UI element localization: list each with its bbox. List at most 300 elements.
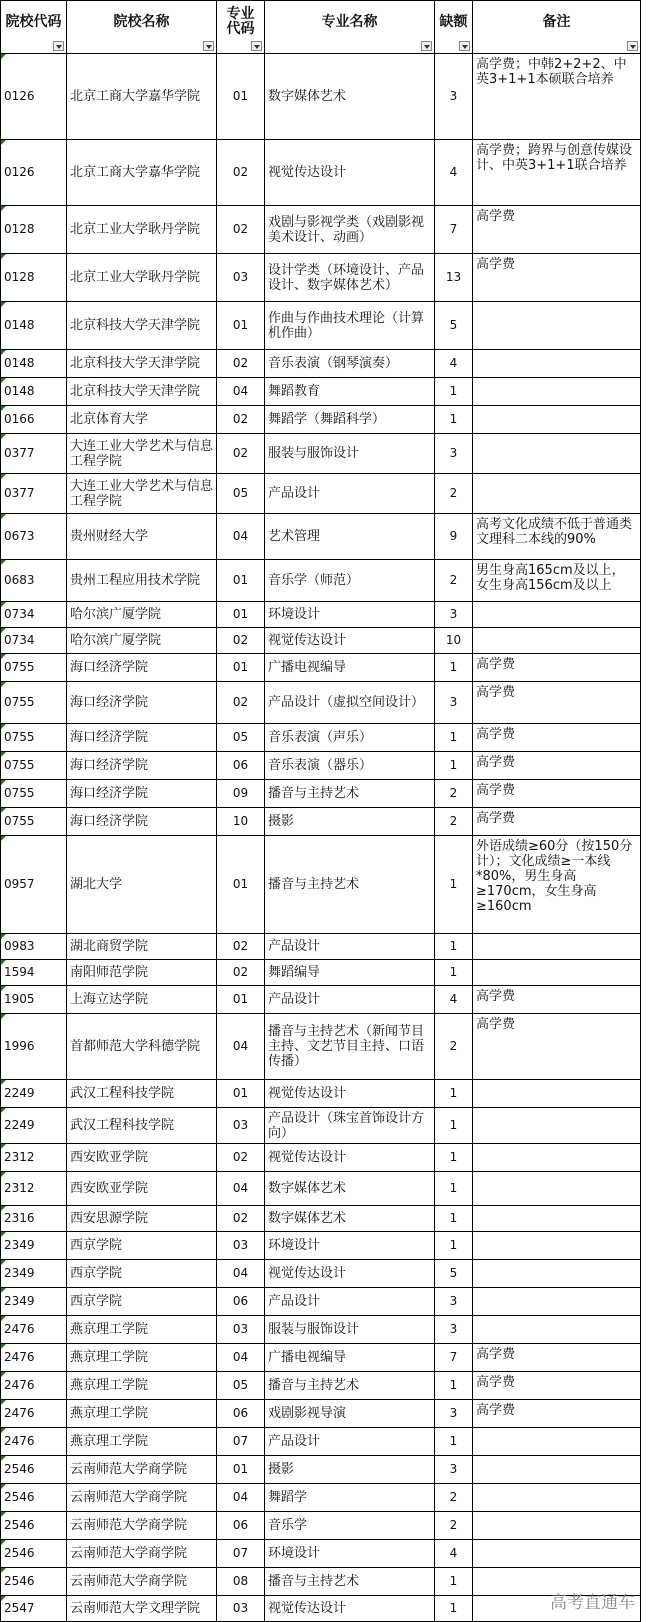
major-name-cell[interactable]: 视觉传达设计: [265, 1080, 435, 1108]
vacancy-cell[interactable]: 1: [435, 934, 473, 960]
vacancy-cell[interactable]: 13: [435, 254, 473, 302]
major-name-cell[interactable]: 播音与主持艺术: [265, 836, 435, 934]
table-row[interactable]: [1, 1232, 641, 1260]
vacancy-cell[interactable]: 5: [435, 1260, 473, 1288]
school-name-cell[interactable]: 北京工商大学嘉华学院: [67, 140, 217, 206]
vacancy-cell[interactable]: 1: [435, 1108, 473, 1144]
vacancy-cell[interactable]: 9: [435, 514, 473, 560]
remarks-cell[interactable]: [473, 1260, 641, 1288]
vacancy-cell[interactable]: 2: [435, 1512, 473, 1540]
remarks-cell[interactable]: 高学费: [473, 1014, 641, 1080]
major-code-cell[interactable]: 03: [217, 1596, 265, 1622]
major-code-cell[interactable]: 02: [217, 350, 265, 378]
school-name-cell[interactable]: 北京工业大学耿丹学院: [67, 206, 217, 254]
major-name-cell[interactable]: 产品设计: [265, 1288, 435, 1316]
school-code-cell[interactable]: 0673: [1, 514, 67, 560]
table-row[interactable]: [1, 628, 641, 654]
school-name-cell[interactable]: 云南师范大学文理学院: [67, 1596, 217, 1622]
school-name-cell[interactable]: 西京学院: [67, 1288, 217, 1316]
major-code-cell[interactable]: 04: [217, 1172, 265, 1206]
school-code-cell[interactable]: 2546: [1, 1512, 67, 1540]
school-name-cell[interactable]: 海口经济学院: [67, 682, 217, 724]
major-code-cell[interactable]: 03: [217, 1316, 265, 1344]
remarks-cell[interactable]: 高学费: [473, 682, 641, 724]
school-code-cell[interactable]: 2349: [1, 1232, 67, 1260]
major-code-cell[interactable]: 02: [217, 140, 265, 206]
remarks-cell[interactable]: [473, 1080, 641, 1108]
vacancy-cell[interactable]: 3: [435, 1456, 473, 1484]
school-name-cell[interactable]: 湖北大学: [67, 836, 217, 934]
school-name-cell[interactable]: 湖北商贸学院: [67, 934, 217, 960]
school-name-cell[interactable]: 北京体育大学: [67, 406, 217, 434]
table-row[interactable]: [1, 1260, 641, 1288]
remarks-cell[interactable]: 男生身高165cm及以上，女生身高156cm及以上: [473, 560, 641, 602]
major-name-cell[interactable]: 音乐学（师范）: [265, 560, 435, 602]
school-code-cell[interactable]: 0755: [1, 724, 67, 752]
table-row[interactable]: [1, 724, 641, 752]
school-name-cell[interactable]: 云南师范大学商学院: [67, 1568, 217, 1596]
table-row[interactable]: [1, 654, 641, 682]
vacancy-cell[interactable]: 10: [435, 628, 473, 654]
major-name-cell[interactable]: 舞蹈学（舞蹈科学）: [265, 406, 435, 434]
table-row[interactable]: [1, 474, 641, 514]
vacancy-cell[interactable]: 1: [435, 378, 473, 406]
major-code-cell[interactable]: 04: [217, 378, 265, 406]
major-name-cell[interactable]: 产品设计: [265, 1428, 435, 1456]
vacancy-cell[interactable]: 2: [435, 474, 473, 514]
remarks-cell[interactable]: [473, 1456, 641, 1484]
school-name-cell[interactable]: 北京科技大学天津学院: [67, 378, 217, 406]
table-row[interactable]: [1, 1456, 641, 1484]
major-code-cell[interactable]: 04: [217, 1014, 265, 1080]
table-row[interactable]: [1, 1344, 641, 1372]
table-row[interactable]: [1, 836, 641, 934]
remarks-cell[interactable]: 高学费；中韩2+2+2、中英3+1+1本硕联合培养: [473, 54, 641, 140]
major-code-cell[interactable]: 04: [217, 1260, 265, 1288]
major-name-cell[interactable]: 音乐表演（器乐）: [265, 752, 435, 780]
vacancy-cell[interactable]: 3: [435, 1288, 473, 1316]
school-code-cell[interactable]: 0128: [1, 254, 67, 302]
school-name-cell[interactable]: 西安欧亚学院: [67, 1144, 217, 1172]
header-major-name[interactable]: [265, 1, 435, 54]
major-name-cell[interactable]: 环境设计: [265, 1540, 435, 1568]
school-code-cell[interactable]: 2546: [1, 1456, 67, 1484]
school-name-cell[interactable]: 西安思源学院: [67, 1206, 217, 1232]
school-name-cell[interactable]: 大连工业大学艺术与信息工程学院: [67, 434, 217, 474]
school-name-cell[interactable]: 哈尔滨广厦学院: [67, 602, 217, 628]
table-row[interactable]: [1, 1568, 641, 1596]
remarks-cell[interactable]: [473, 378, 641, 406]
filter-dropdown-icon[interactable]: [627, 41, 638, 51]
vacancy-cell[interactable]: 3: [435, 1400, 473, 1428]
vacancy-cell[interactable]: 1: [435, 654, 473, 682]
school-code-cell[interactable]: 0983: [1, 934, 67, 960]
school-code-cell[interactable]: 2546: [1, 1540, 67, 1568]
major-code-cell[interactable]: 01: [217, 602, 265, 628]
school-name-cell[interactable]: 燕京理工学院: [67, 1372, 217, 1400]
vacancy-cell[interactable]: 3: [435, 54, 473, 140]
remarks-cell[interactable]: 高考文化成绩不低于普通类文理科二本线的90%: [473, 514, 641, 560]
table-row[interactable]: [1, 752, 641, 780]
school-code-cell[interactable]: 0148: [1, 378, 67, 406]
remarks-cell[interactable]: 高学费: [473, 752, 641, 780]
school-code-cell[interactable]: 2476: [1, 1316, 67, 1344]
major-code-cell[interactable]: 02: [217, 206, 265, 254]
remarks-cell[interactable]: 高学费: [473, 206, 641, 254]
school-name-cell[interactable]: 北京工业大学耿丹学院: [67, 254, 217, 302]
major-name-cell[interactable]: 视觉传达设计: [265, 1144, 435, 1172]
major-name-cell[interactable]: 数字媒体艺术: [265, 54, 435, 140]
major-code-cell[interactable]: 02: [217, 406, 265, 434]
major-code-cell[interactable]: 01: [217, 302, 265, 350]
major-name-cell[interactable]: 音乐表演（声乐）: [265, 724, 435, 752]
vacancy-cell[interactable]: 1: [435, 960, 473, 986]
major-code-cell[interactable]: 09: [217, 780, 265, 808]
school-name-cell[interactable]: 燕京理工学院: [67, 1316, 217, 1344]
major-code-cell[interactable]: 04: [217, 514, 265, 560]
remarks-cell[interactable]: [473, 934, 641, 960]
school-code-cell[interactable]: 2476: [1, 1428, 67, 1456]
school-name-cell[interactable]: 云南师范大学商学院: [67, 1540, 217, 1568]
vacancy-cell[interactable]: 5: [435, 302, 473, 350]
remarks-cell[interactable]: [473, 1316, 641, 1344]
major-name-cell[interactable]: 视觉传达设计: [265, 1260, 435, 1288]
major-code-cell[interactable]: 02: [217, 682, 265, 724]
remarks-cell[interactable]: 高学费: [473, 808, 641, 836]
school-name-cell[interactable]: 燕京理工学院: [67, 1428, 217, 1456]
remarks-cell[interactable]: 高学费: [473, 1400, 641, 1428]
remarks-cell[interactable]: [473, 1206, 641, 1232]
major-name-cell[interactable]: 视觉传达设计: [265, 628, 435, 654]
school-code-cell[interactable]: 0377: [1, 474, 67, 514]
school-name-cell[interactable]: 云南师范大学商学院: [67, 1512, 217, 1540]
major-name-cell[interactable]: 摄影: [265, 1456, 435, 1484]
remarks-cell[interactable]: [473, 1144, 641, 1172]
vacancy-cell[interactable]: 1: [435, 1372, 473, 1400]
vacancy-cell[interactable]: 4: [435, 986, 473, 1014]
major-name-cell[interactable]: 摄影: [265, 808, 435, 836]
major-name-cell[interactable]: 舞蹈学: [265, 1484, 435, 1512]
remarks-cell[interactable]: [473, 1540, 641, 1568]
header-remarks[interactable]: [473, 1, 641, 54]
school-name-cell[interactable]: 海口经济学院: [67, 752, 217, 780]
school-code-cell[interactable]: 0683: [1, 560, 67, 602]
major-name-cell[interactable]: 服装与服饰设计: [265, 1316, 435, 1344]
major-name-cell[interactable]: 播音与主持艺术: [265, 780, 435, 808]
remarks-cell[interactable]: [473, 1512, 641, 1540]
school-code-cell[interactable]: 0755: [1, 752, 67, 780]
school-name-cell[interactable]: 大连工业大学艺术与信息工程学院: [67, 474, 217, 514]
school-code-cell[interactable]: 0734: [1, 628, 67, 654]
major-name-cell[interactable]: 舞蹈教育: [265, 378, 435, 406]
major-code-cell[interactable]: 05: [217, 724, 265, 752]
school-code-cell[interactable]: 2546: [1, 1568, 67, 1596]
table-row[interactable]: [1, 434, 641, 474]
major-code-cell[interactable]: 07: [217, 1540, 265, 1568]
vacancy-cell[interactable]: 7: [435, 206, 473, 254]
vacancy-cell[interactable]: 2: [435, 808, 473, 836]
school-code-cell[interactable]: 2249: [1, 1080, 67, 1108]
remarks-cell[interactable]: [473, 350, 641, 378]
major-code-cell[interactable]: 02: [217, 1206, 265, 1232]
vacancy-cell[interactable]: 3: [435, 1316, 473, 1344]
table-row[interactable]: [1, 1400, 641, 1428]
school-code-cell[interactable]: 1905: [1, 986, 67, 1014]
vacancy-cell[interactable]: 1: [435, 1206, 473, 1232]
major-code-cell[interactable]: 05: [217, 474, 265, 514]
vacancy-cell[interactable]: 7: [435, 1344, 473, 1372]
remarks-cell[interactable]: 高学费；跨界与创意传媒设计、中英3+1+1联合培养: [473, 140, 641, 206]
major-code-cell[interactable]: 02: [217, 1144, 265, 1172]
remarks-cell[interactable]: [473, 1428, 641, 1456]
vacancy-cell[interactable]: 1: [435, 1568, 473, 1596]
school-code-cell[interactable]: 0957: [1, 836, 67, 934]
remarks-cell[interactable]: [473, 474, 641, 514]
school-code-cell[interactable]: 0126: [1, 140, 67, 206]
major-code-cell[interactable]: 06: [217, 1288, 265, 1316]
school-name-cell[interactable]: 海口经济学院: [67, 808, 217, 836]
major-code-cell[interactable]: 01: [217, 836, 265, 934]
school-name-cell[interactable]: 北京科技大学天津学院: [67, 350, 217, 378]
school-name-cell[interactable]: 北京科技大学天津学院: [67, 302, 217, 350]
school-code-cell[interactable]: 1996: [1, 1014, 67, 1080]
vacancy-cell[interactable]: 3: [435, 682, 473, 724]
school-name-cell[interactable]: 燕京理工学院: [67, 1400, 217, 1428]
school-code-cell[interactable]: 2316: [1, 1206, 67, 1232]
major-code-cell[interactable]: 03: [217, 1232, 265, 1260]
filter-dropdown-icon[interactable]: [53, 41, 64, 51]
vacancy-cell[interactable]: 1: [435, 836, 473, 934]
header-school-name[interactable]: [67, 1, 217, 54]
school-code-cell[interactable]: 0126: [1, 54, 67, 140]
major-name-cell[interactable]: 戏剧影视导演: [265, 1400, 435, 1428]
table-row[interactable]: [1, 1428, 641, 1456]
table-row[interactable]: [1, 1596, 641, 1622]
remarks-cell[interactable]: [473, 960, 641, 986]
school-name-cell[interactable]: 海口经济学院: [67, 724, 217, 752]
table-row[interactable]: [1, 1014, 641, 1080]
remarks-cell[interactable]: [473, 434, 641, 474]
major-name-cell[interactable]: 数字媒体艺术: [265, 1172, 435, 1206]
vacancy-cell[interactable]: 2: [435, 780, 473, 808]
vacancy-cell[interactable]: 1: [435, 1172, 473, 1206]
remarks-cell[interactable]: [473, 1484, 641, 1512]
remarks-cell[interactable]: 高学费: [473, 724, 641, 752]
major-name-cell[interactable]: 数字媒体艺术: [265, 1206, 435, 1232]
table-row[interactable]: [1, 1080, 641, 1108]
filter-dropdown-icon[interactable]: [251, 41, 262, 51]
remarks-cell[interactable]: [473, 302, 641, 350]
major-code-cell[interactable]: 01: [217, 986, 265, 1014]
school-name-cell[interactable]: 上海立达学院: [67, 986, 217, 1014]
table-row[interactable]: [1, 378, 641, 406]
filter-dropdown-icon[interactable]: [421, 41, 432, 51]
vacancy-cell[interactable]: 3: [435, 434, 473, 474]
vacancy-cell[interactable]: 4: [435, 1540, 473, 1568]
school-code-cell[interactable]: 0755: [1, 780, 67, 808]
table-row[interactable]: [1, 406, 641, 434]
remarks-cell[interactable]: 高学费: [473, 1344, 641, 1372]
school-code-cell[interactable]: 2249: [1, 1108, 67, 1144]
major-code-cell[interactable]: 01: [217, 1456, 265, 1484]
school-name-cell[interactable]: 云南师范大学商学院: [67, 1456, 217, 1484]
vacancy-cell[interactable]: 4: [435, 140, 473, 206]
vacancy-cell[interactable]: 4: [435, 350, 473, 378]
major-name-cell[interactable]: 设计学类（环境设计、产品设计、数字媒体艺术）: [265, 254, 435, 302]
school-code-cell[interactable]: 2349: [1, 1260, 67, 1288]
major-code-cell[interactable]: 01: [217, 560, 265, 602]
table-row[interactable]: [1, 934, 641, 960]
table-row[interactable]: [1, 1540, 641, 1568]
major-name-cell[interactable]: 播音与主持艺术（新闻节目主持、文艺节目主持、口语传播）: [265, 1014, 435, 1080]
major-code-cell[interactable]: 01: [217, 54, 265, 140]
remarks-cell[interactable]: 高学费: [473, 780, 641, 808]
school-name-cell[interactable]: 武汉工程科技学院: [67, 1080, 217, 1108]
remarks-cell[interactable]: 高学费: [473, 986, 641, 1014]
school-code-cell[interactable]: 2312: [1, 1144, 67, 1172]
major-code-cell[interactable]: 10: [217, 808, 265, 836]
major-code-cell[interactable]: 06: [217, 1512, 265, 1540]
vacancy-cell[interactable]: 1: [435, 752, 473, 780]
major-name-cell[interactable]: 舞蹈编导: [265, 960, 435, 986]
school-code-cell[interactable]: 0734: [1, 602, 67, 628]
remarks-cell[interactable]: 高学费: [473, 1372, 641, 1400]
school-code-cell[interactable]: 0128: [1, 206, 67, 254]
remarks-cell[interactable]: [473, 1232, 641, 1260]
school-name-cell[interactable]: 首都师范大学科德学院: [67, 1014, 217, 1080]
table-row[interactable]: [1, 1206, 641, 1232]
table-row[interactable]: [1, 1372, 641, 1400]
table-row[interactable]: [1, 140, 641, 206]
major-code-cell[interactable]: 03: [217, 254, 265, 302]
vacancy-cell[interactable]: 2: [435, 560, 473, 602]
table-row[interactable]: [1, 1288, 641, 1316]
major-name-cell[interactable]: 产品设计: [265, 986, 435, 1014]
remarks-cell[interactable]: [473, 1288, 641, 1316]
school-code-cell[interactable]: 2476: [1, 1400, 67, 1428]
major-code-cell[interactable]: 06: [217, 1400, 265, 1428]
school-code-cell[interactable]: 0148: [1, 302, 67, 350]
major-code-cell[interactable]: 05: [217, 1372, 265, 1400]
table-row[interactable]: [1, 206, 641, 254]
remarks-cell[interactable]: [473, 406, 641, 434]
major-name-cell[interactable]: 戏剧与影视学类（戏剧影视美术设计、动画）: [265, 206, 435, 254]
vacancy-cell[interactable]: 1: [435, 1428, 473, 1456]
table-row[interactable]: [1, 808, 641, 836]
remarks-cell[interactable]: [473, 602, 641, 628]
major-name-cell[interactable]: 产品设计（虚拟空间设计）: [265, 682, 435, 724]
filter-dropdown-icon[interactable]: [459, 41, 470, 51]
school-name-cell[interactable]: 西安欧亚学院: [67, 1172, 217, 1206]
major-name-cell[interactable]: 环境设计: [265, 602, 435, 628]
major-code-cell[interactable]: 08: [217, 1568, 265, 1596]
major-code-cell[interactable]: 04: [217, 1484, 265, 1512]
major-name-cell[interactable]: 作曲与作曲技术理论（计算机作曲）: [265, 302, 435, 350]
table-row[interactable]: [1, 682, 641, 724]
school-name-cell[interactable]: 武汉工程科技学院: [67, 1108, 217, 1144]
vacancy-cell[interactable]: 2: [435, 1484, 473, 1512]
major-name-cell[interactable]: 服装与服饰设计: [265, 434, 435, 474]
vacancy-cell[interactable]: 2: [435, 1014, 473, 1080]
vacancy-cell[interactable]: 1: [435, 1596, 473, 1622]
major-code-cell[interactable]: 02: [217, 960, 265, 986]
school-name-cell[interactable]: 南阳师范学院: [67, 960, 217, 986]
table-row[interactable]: [1, 1316, 641, 1344]
vacancy-cell[interactable]: 3: [435, 602, 473, 628]
remarks-cell[interactable]: 高学费: [473, 254, 641, 302]
school-code-cell[interactable]: 2547: [1, 1596, 67, 1622]
major-name-cell[interactable]: 环境设计: [265, 1232, 435, 1260]
school-name-cell[interactable]: 贵州财经大学: [67, 514, 217, 560]
major-name-cell[interactable]: 艺术管理: [265, 514, 435, 560]
school-code-cell[interactable]: 2349: [1, 1288, 67, 1316]
school-code-cell[interactable]: 2476: [1, 1344, 67, 1372]
vacancy-cell[interactable]: 1: [435, 1144, 473, 1172]
school-code-cell[interactable]: 2312: [1, 1172, 67, 1206]
vacancy-cell[interactable]: 1: [435, 1080, 473, 1108]
remarks-cell[interactable]: [473, 1172, 641, 1206]
school-code-cell[interactable]: 2476: [1, 1372, 67, 1400]
table-row[interactable]: [1, 1172, 641, 1206]
school-code-cell[interactable]: 0755: [1, 682, 67, 724]
remarks-cell[interactable]: 高学费: [473, 654, 641, 682]
table-row[interactable]: [1, 350, 641, 378]
school-code-cell[interactable]: 0377: [1, 434, 67, 474]
table-row[interactable]: [1, 602, 641, 628]
major-name-cell[interactable]: 视觉传达设计: [265, 140, 435, 206]
filter-dropdown-icon[interactable]: [203, 41, 214, 51]
school-code-cell[interactable]: 0166: [1, 406, 67, 434]
school-code-cell[interactable]: 0755: [1, 808, 67, 836]
major-name-cell[interactable]: 音乐表演（钢琴演奏）: [265, 350, 435, 378]
school-name-cell[interactable]: 海口经济学院: [67, 780, 217, 808]
major-name-cell[interactable]: 播音与主持艺术: [265, 1568, 435, 1596]
header-vacancy[interactable]: [435, 1, 473, 54]
remarks-cell[interactable]: [473, 628, 641, 654]
table-row[interactable]: [1, 986, 641, 1014]
school-name-cell[interactable]: 西京学院: [67, 1232, 217, 1260]
table-row[interactable]: [1, 1144, 641, 1172]
table-row[interactable]: [1, 1108, 641, 1144]
remarks-cell[interactable]: 外语成绩≥60分（按150分计）；文化成绩≥一本线*80%，男生身高≥170cm，女生身高≥160cm: [473, 836, 641, 934]
table-row[interactable]: [1, 54, 641, 140]
school-name-cell[interactable]: 海口经济学院: [67, 654, 217, 682]
table-row[interactable]: [1, 1512, 641, 1540]
table-row[interactable]: [1, 960, 641, 986]
major-code-cell[interactable]: 04: [217, 1344, 265, 1372]
header-major-code[interactable]: [217, 1, 265, 54]
major-code-cell[interactable]: 06: [217, 752, 265, 780]
school-name-cell[interactable]: 贵州工程应用技术学院: [67, 560, 217, 602]
table-row[interactable]: [1, 514, 641, 560]
major-name-cell[interactable]: 视觉传达设计: [265, 1596, 435, 1622]
school-name-cell[interactable]: 燕京理工学院: [67, 1344, 217, 1372]
major-name-cell[interactable]: 音乐学: [265, 1512, 435, 1540]
major-code-cell[interactable]: 07: [217, 1428, 265, 1456]
header-school-code[interactable]: [1, 1, 67, 54]
major-code-cell[interactable]: 01: [217, 654, 265, 682]
table-row[interactable]: [1, 254, 641, 302]
school-code-cell[interactable]: 0755: [1, 654, 67, 682]
major-name-cell[interactable]: 产品设计: [265, 474, 435, 514]
table-row[interactable]: [1, 1484, 641, 1512]
major-code-cell[interactable]: 02: [217, 434, 265, 474]
major-code-cell[interactable]: 02: [217, 934, 265, 960]
vacancy-cell[interactable]: 1: [435, 724, 473, 752]
major-name-cell[interactable]: 广播电视编导: [265, 654, 435, 682]
major-name-cell[interactable]: 产品设计: [265, 934, 435, 960]
vacancy-cell[interactable]: 1: [435, 406, 473, 434]
